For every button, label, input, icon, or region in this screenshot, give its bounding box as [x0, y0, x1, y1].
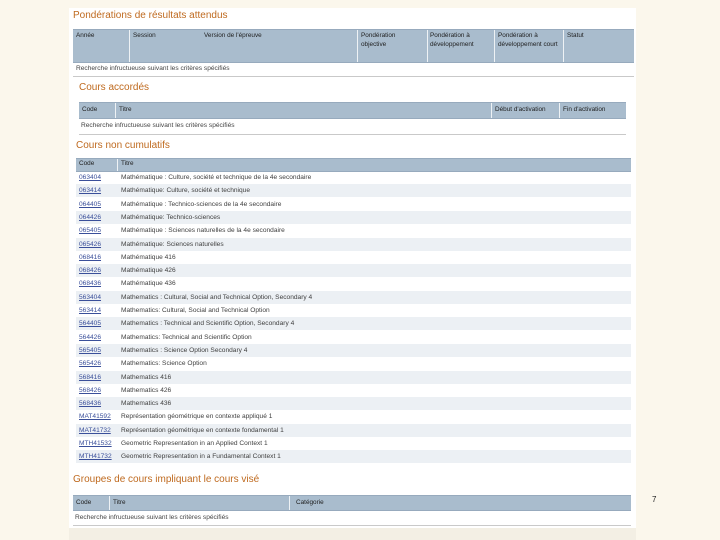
groups-section-title: Groupes de cours impliquant le cours visé	[73, 474, 260, 485]
course-code-link[interactable]: 564405	[79, 320, 102, 328]
table-row	[76, 224, 631, 237]
course-code-link[interactable]: 565426	[79, 360, 102, 368]
course-title: Mathematics : Science Option Secondary 4	[121, 346, 248, 354]
results-col-objective: Pondération objective	[361, 32, 396, 48]
granted-empty-message: Recherche infructueuse suivant les critères spécifiés	[81, 122, 235, 129]
course-code-link[interactable]: 563404	[79, 293, 102, 301]
table-row	[76, 384, 631, 397]
table-row	[76, 344, 631, 357]
course-code-link[interactable]: 063404	[79, 174, 102, 181]
course-code-link[interactable]: 568426	[79, 386, 102, 394]
results-col-session: Session	[133, 32, 156, 39]
course-code-link[interactable]: 068436	[79, 280, 102, 288]
table-row	[76, 304, 631, 317]
table-row	[76, 424, 631, 437]
results-table-header	[73, 29, 634, 63]
course-code-link[interactable]: 568416	[79, 373, 102, 381]
course-code-link[interactable]: 065405	[79, 227, 102, 235]
course-title: Mathématique: Culture, société et technique	[121, 187, 251, 195]
course-code-link[interactable]: 563414	[79, 307, 102, 314]
granted-col-end: Fin d'activation	[563, 106, 606, 113]
table-row	[76, 397, 631, 410]
groups-empty-message: Recherche infructueuse suivant les critères spécifiés	[75, 514, 229, 521]
table-row	[76, 198, 631, 211]
course-code-link[interactable]: 068416	[79, 253, 102, 261]
table-row	[76, 238, 631, 251]
course-title: Mathématique 426	[121, 267, 176, 275]
course-title: Mathématique: Sciences naturelles	[121, 240, 224, 248]
results-section-title: Pondérations de résultats attendus	[73, 10, 228, 21]
noncumulative-table-header	[76, 158, 631, 172]
results-col-short-development: Pondération à développement court	[498, 32, 558, 48]
course-code-link[interactable]: MAT41732	[79, 426, 111, 434]
course-title: Mathematics : Cultural, Social and Technical Option, Secondary 4	[121, 293, 313, 301]
course-title: Mathematics 436	[121, 400, 172, 408]
results-col-year: Année	[76, 32, 95, 39]
course-code-link[interactable]: 564426	[79, 333, 102, 341]
course-code-link[interactable]: 063414	[79, 187, 102, 195]
noncumulative-section-title: Cours non cumulatifs	[76, 140, 170, 151]
table-row	[76, 437, 631, 450]
course-title: Mathématique 436	[121, 280, 176, 288]
granted-col-start: Début d'activation	[495, 106, 546, 113]
table-row	[76, 317, 631, 330]
course-title: Mathematics: Cultural, Social and Technical Option	[121, 307, 270, 314]
course-title: Geometric Representation in an Applied Context 1	[121, 440, 268, 447]
results-empty-message: Recherche infructueuse suivant les critères spécifiés	[76, 65, 230, 72]
course-code-link[interactable]: MAT41592	[79, 413, 111, 421]
results-col-version: Version de l'épreuve	[204, 32, 262, 39]
course-title: Mathematics 426	[121, 386, 172, 394]
results-col-development: Pondération à développement	[430, 32, 474, 48]
course-code-link[interactable]: MTH41532	[79, 440, 112, 447]
groups-col-category: Catégorie	[296, 499, 324, 506]
results-col-status: Statut	[567, 32, 584, 39]
course-title: Représentation géométrique en contexte fondamental 1	[121, 426, 284, 434]
groups-table-header	[73, 495, 631, 511]
course-code-link[interactable]: 565405	[79, 346, 102, 354]
course-title: Mathématique: Technico-sciences	[121, 213, 221, 221]
granted-col-code: Code	[82, 106, 98, 113]
table-row	[76, 357, 631, 370]
course-title: Geometric Representation in a Fundamental Context 1	[121, 453, 281, 461]
results-divider	[73, 76, 634, 77]
table-row	[76, 371, 631, 384]
course-title: Mathématique 416	[121, 253, 176, 261]
course-title: Représentation géométrique en contexte appliqué 1	[121, 413, 273, 421]
groups-col-code: Code	[76, 499, 92, 506]
course-title: Mathematics: Technical and Scientific Option	[121, 333, 252, 341]
table-row	[76, 410, 631, 423]
table-row	[76, 277, 631, 290]
granted-col-title: Titre	[119, 106, 132, 113]
course-code-link[interactable]: 065426	[79, 240, 102, 248]
course-title: Mathematics: Science Option	[121, 360, 207, 368]
course-code-link[interactable]: 068426	[79, 267, 102, 275]
table-row	[76, 291, 631, 304]
course-code-link[interactable]: MTH41732	[79, 453, 112, 461]
table-row	[76, 184, 631, 197]
table-row	[76, 171, 631, 184]
granted-table-header	[79, 102, 626, 119]
noncumulative-col-title: Titre	[121, 160, 134, 167]
table-row	[76, 331, 631, 344]
course-title: Mathématique : Technico-sciences de la 4e secondaire	[121, 200, 282, 208]
course-title: Mathématique : Culture, société et technique de la 4e secondaire	[121, 174, 312, 181]
course-code-link[interactable]: 568436	[79, 400, 102, 408]
course-title: Mathematics 416	[121, 373, 172, 381]
page-bottom-strip	[69, 528, 636, 540]
granted-section-title: Cours accordés	[79, 82, 150, 93]
groups-col-title: Titre	[113, 499, 126, 506]
course-code-link[interactable]: 064405	[79, 200, 102, 208]
groups-divider	[73, 525, 631, 526]
course-code-link[interactable]: 064426	[79, 213, 102, 221]
course-title: Mathématique : Sciences naturelles de la 4e secondaire	[121, 227, 285, 235]
table-row	[76, 251, 631, 264]
table-row	[76, 211, 631, 224]
table-row	[76, 264, 631, 277]
noncumulative-col-code: Code	[79, 160, 95, 167]
course-title: Mathematics : Technical and Scientific Option, Secondary 4	[121, 320, 295, 328]
page-number: 7	[652, 495, 657, 504]
granted-divider	[79, 134, 626, 135]
table-row	[76, 450, 631, 463]
